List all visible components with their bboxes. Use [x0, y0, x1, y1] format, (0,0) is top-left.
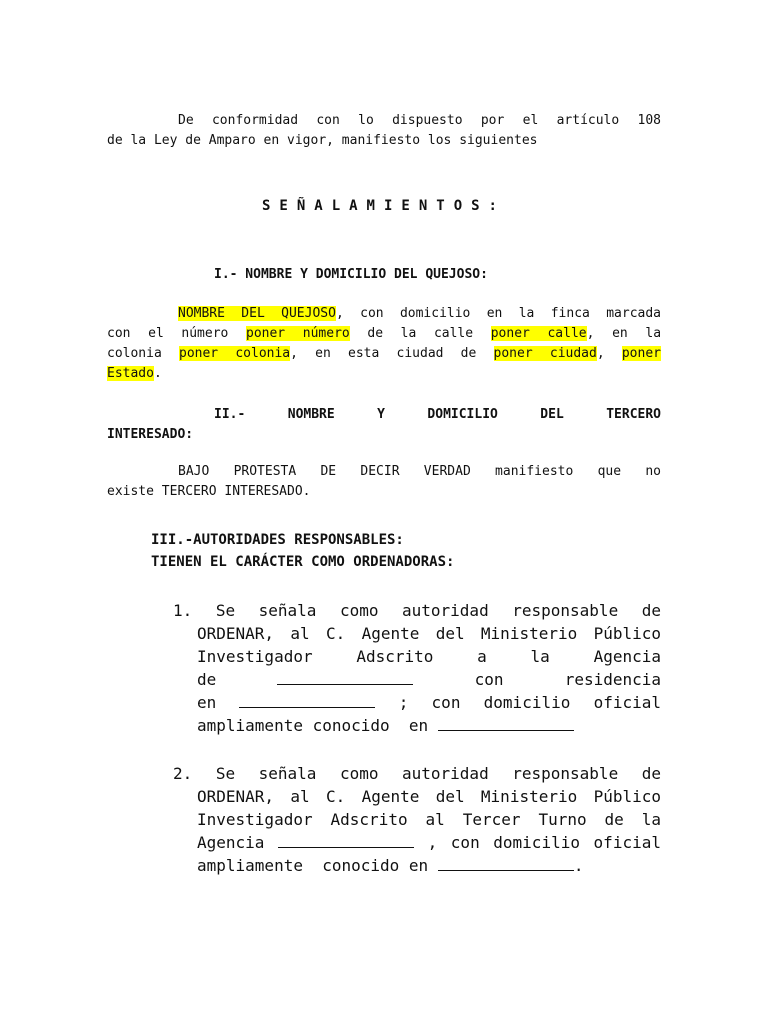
item-1-line-2: ORDENAR, al C. Agente del Ministerio Público	[197, 624, 661, 643]
placeholder-colonia: poner colonia	[179, 346, 291, 361]
item-2-text: ampliamente conocido en	[197, 856, 429, 875]
item-2-line-5	[173, 854, 661, 877]
item-2-line-3: Investigador Adscrito al Tercer Turno de la	[197, 810, 661, 829]
section-2-heading-line-1: II.- NOMBRE Y DOMICILIO DEL TERCERO	[214, 407, 661, 422]
item-2-text: Agencia	[197, 833, 265, 852]
item-1-line-6	[173, 714, 661, 737]
placeholder-estado: poner	[621, 346, 661, 361]
item-2-text: .	[573, 856, 584, 875]
section-2-line-2: existe TERCERO INTERESADO.	[107, 484, 311, 499]
item-1-line-1	[173, 599, 661, 622]
document-title: SEÑALAMIENTOS:	[261, 198, 506, 214]
section-2-heading-line-2: INTERESADO:	[107, 427, 194, 442]
intro-paragraph	[107, 111, 661, 151]
section-3-headings	[151, 529, 454, 573]
section-1-text: de la calle	[367, 326, 491, 341]
item-2-line-2: ORDENAR, al C. Agente del Ministerio Público	[197, 787, 661, 806]
list-item-1	[173, 599, 661, 737]
section-1-heading-text: I.- NOMBRE Y DOMICILIO DEL QUEJOSO:	[214, 267, 488, 282]
blank-line[interactable]	[438, 716, 574, 731]
placeholder-nombre-quejoso: NOMBRE DEL QUEJOSO	[178, 306, 336, 321]
section-3-heading-2: TIENEN EL CARÁCTER COMO ORDENADORAS:	[151, 554, 455, 570]
section-2-paragraph	[107, 462, 661, 502]
list-item-2	[173, 762, 661, 877]
placeholder-numero: poner número	[246, 326, 350, 341]
item-1-text: Se señala como autoridad responsable de	[215, 601, 661, 620]
blank-line[interactable]	[277, 670, 413, 685]
item-1-text: ampliamente conocido en	[197, 716, 429, 735]
item-1-text: de	[197, 670, 217, 689]
blank-line[interactable]	[438, 856, 574, 871]
section-1-text: , en esta ciudad de	[290, 346, 494, 361]
section-1-line-2	[107, 324, 661, 344]
section-3-heading-1: III.-AUTORIDADES RESPONSABLES:	[151, 532, 404, 548]
section-1-heading	[107, 265, 661, 285]
item-1-line-5	[173, 691, 661, 714]
item-2-text: Se señala como autoridad responsable de	[215, 764, 661, 783]
placeholder-ciudad: poner ciudad	[493, 346, 597, 361]
blank-line[interactable]	[278, 833, 414, 848]
item-1-number: 1.	[173, 601, 193, 620]
item-1-text: con	[474, 670, 504, 689]
section-2-heading	[107, 405, 661, 445]
placeholder-estado-cont: Estado	[107, 366, 154, 381]
section-1-line-1	[107, 304, 661, 324]
item-1-line-3: Investigador Adscrito a la Agencia	[197, 647, 661, 666]
item-2-line-4	[173, 831, 661, 854]
section-1-line-4	[107, 364, 661, 384]
item-1-text: en	[197, 693, 217, 712]
section-1-text: ,	[596, 346, 622, 361]
section-2-line-1: BAJO PROTESTA DE DECIR VERDAD manifiesto que no	[178, 464, 661, 479]
item-1-text: residencia	[564, 670, 661, 689]
section-1-text: colonia	[107, 346, 179, 361]
item-1-line-4	[173, 668, 661, 691]
placeholder-calle: poner calle	[490, 326, 587, 341]
section-1-text: , en la	[586, 326, 661, 341]
section-1-text: con el número	[107, 326, 246, 341]
blank-line[interactable]	[239, 693, 375, 708]
section-1-text: , con domicilio en la finca marcada	[335, 306, 661, 321]
section-1-line-3	[107, 344, 661, 364]
section-1-paragraph	[107, 304, 661, 384]
item-1-text: ; con domicilio oficial	[398, 693, 661, 712]
section-1-text: .	[153, 366, 162, 381]
item-2-line-1	[173, 762, 661, 785]
intro-line-2: de la Ley de Amparo en vigor, manifiesto los siguientes	[107, 133, 538, 148]
intro-line-1: De conformidad con lo dispuesto por el artículo 108	[178, 113, 661, 128]
item-2-text: , con domicilio oficial	[427, 833, 661, 852]
item-2-number: 2.	[173, 764, 193, 783]
